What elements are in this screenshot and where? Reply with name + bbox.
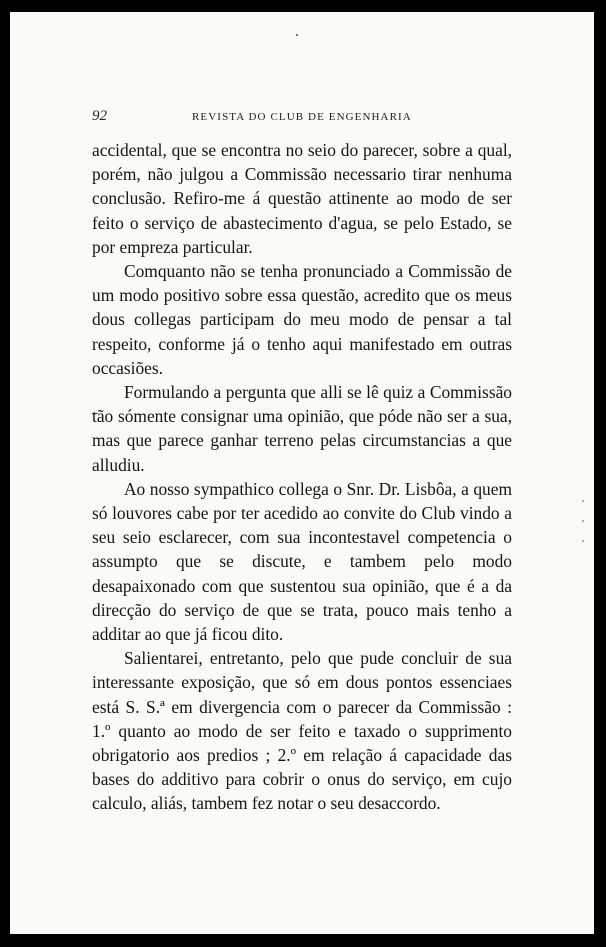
page-header <box>92 108 512 128</box>
paragraph: Formulando a pergunta que alli se lê quiz a Commissão tão sómente consignar uma opinião, que póde não ser a sua, mas que parece ganhar terreno pelas circumstancias a que alludiu. <box>92 382 512 475</box>
paragraph: Salientarei, entretanto, pelo que pude concluir de sua interessante exposição, que só em dous pontos essenciaes está S. S.ª em divergencia com o parecer da Commissão : 1.º quanto ao modo de ser feito e taxado o supprimento obrigatorio aos predios ; 2.º em relação á capacidade das bases do additivo para cobrir o onus do serviço, em cujo calculo, aliás, tambem fez notar o seu desaccordo. <box>92 648 512 814</box>
paragraph: Comquanto não se tenha pronunciado a Commissão de um modo positivo sobre essa questão, acredito que os meus dous collegas participam do meu modo de pensar a tal respeito, conforme já o tenho aqui manifestado em outras occasiões. <box>92 261 512 378</box>
paper-speck <box>296 34 298 36</box>
page-number: 92 <box>92 108 107 124</box>
body-text <box>92 138 512 816</box>
margin-specks <box>582 500 584 560</box>
paragraph: Ao nosso sympathico collega o Snr. Dr. Lisbôa, a quem só louvores cabe por ter acedido ao convite do Club vindo a seu seio esclarecer, com sua incontestavel competencia o assumpto que se discute, e tambem pelo modo desapaixonado com que sustentou sua opinião, que é a da direcção do serviço de que se trata, pouco mais tenho a additar ao que já ficou dito. <box>92 478 512 645</box>
running-title: REVISTA DO CLUB DE ENGENHARIA <box>192 111 412 123</box>
paragraph: accidental, que se encontra no seio do parecer, sobre a qual, porém, não julgou a Commissão necessario tirar nenhuma conclusão. Refiro-me á questão attinente ao modo de ser feito o serviço de abastecimento d'agua, se pelo Estado, se por empreza particular. <box>92 140 512 257</box>
